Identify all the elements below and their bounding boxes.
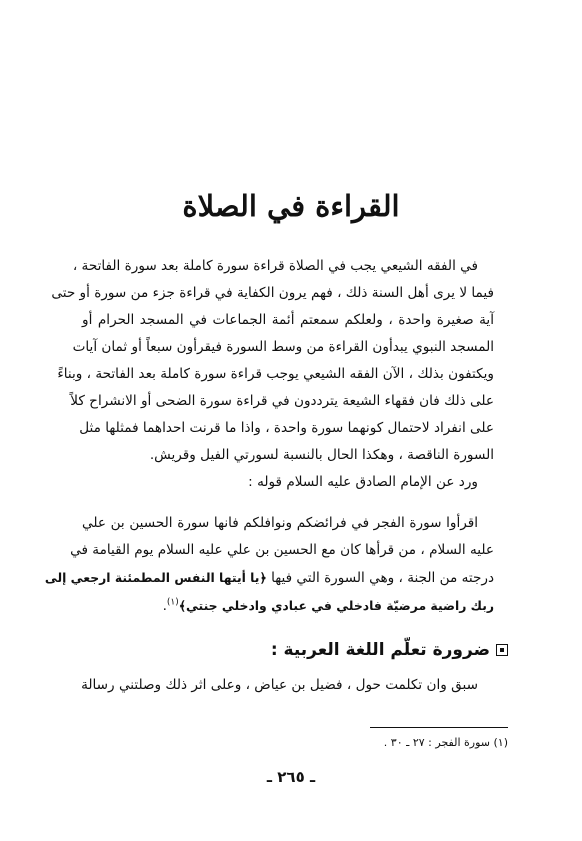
footnote-divider [370,727,508,728]
text-line: عليه السلام ، من قرأها كان مع الحسين بن علي عليه السلام يوم القيامة في [70,542,494,558]
quran-quote: ربك راضية مرضيّة فادخلي في عبادي وادخلي جنتي﴾ [178,598,494,613]
paragraph-letter [82,672,494,699]
paragraph-fiqh [51,253,494,469]
section-heading-text: ضرورة تعلّم اللغة العربية : [270,640,490,660]
text-line: ويكتفون بذلك ، الآن الفقه الشيعي يوجب قراءة سورة كاملة بعد الفاتحة ، وبناءً [57,366,494,382]
text-line: سبق وان تكلمت حول ، فضيل بن عياض ، وعلى اثر ذلك وصلتني رسالة [81,677,478,693]
text-segment: درجته من الجنة ، وهي السورة التي فيها [271,570,494,586]
text-line: فيما لا يرى أهل السنة ذلك ، فهم يرون الكفاية في قراءة جزء من سورة أو حتى [51,285,494,301]
text-line: آية صغيرة واحدة ، ولعلكم سمعتم أئمة الجماعات في المسجد الحرام أو [82,312,494,328]
text-line: ورد عن الإمام الصادق عليه السلام قوله : [248,474,478,490]
text-line: على انفراد لاحتمال كونهما سورة واحدة ، واذا ما قرنت احداهما فمثلها مثل [79,420,494,436]
paragraph-hadith [44,510,494,620]
text-line: السورة الناقصة ، وهكذا الحال بالنسبة لسورتي الفيل وقريش. [149,447,494,463]
section-heading [271,636,508,664]
square-bullet-icon [496,644,508,656]
chapter-title: القراءة في الصلاة [182,189,400,223]
text-line: على ذلك فان فقهاء الشيعة يترددون في قراءة سورة الضحى أو الانشراح كلاً [70,393,494,409]
text-line: في الفقه الشيعي يجب في الصلاة قراءة سورة كاملة بعد سورة الفاتحة ، [72,258,478,274]
page-number: ـ ٢٦٥ ـ [266,768,316,786]
text-line: اقرأوا سورة الفجر في فرائضكم ونوافلكم فانها سورة الحسين بن علي [82,515,478,531]
quote-end: . [162,598,167,614]
footnote-ref[interactable]: (١) [166,597,179,608]
text-line [44,564,494,592]
text-line [82,592,494,620]
text-line: المسجد النبوي يبدأون القراءة من وسط السورة فيقرأون سبعاً أو ثمان آيات [72,339,494,355]
footnote: (١) سورة الفجر : ٢٧ ـ ٣٠ . [383,736,508,749]
intro-line [82,469,494,496]
quran-quote: ﴿يا أيتها النفس المطمئنة ارجعي إلى [44,570,267,585]
